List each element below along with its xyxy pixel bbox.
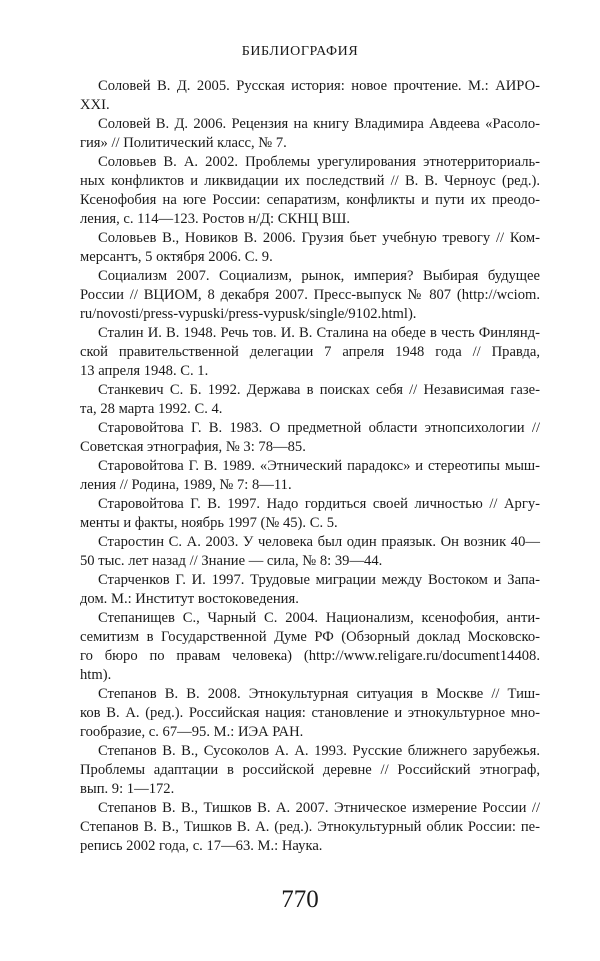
- entry-line: менты и факты, ноябрь 1997 (№ 45). С. 5.: [80, 515, 338, 531]
- entry-line: Сталин И. В. 1948. Речь тов. И. В. Сталина на обеде в честь Финлянд-: [98, 325, 540, 341]
- entry-line: го бюро по правам человека) (http://www.religare.ru/document14408.: [80, 648, 540, 664]
- entry-line: Ксенофобия на юге России: сепаратизм, конфликты и пути их преодо-: [80, 192, 540, 208]
- entry-line: Степанов В. В., Сусоколов А. А. 1993. Русские ближнего зарубежья.: [98, 743, 540, 759]
- bibliography-entry: [80, 495, 540, 533]
- entry-line: России // ВЦИОМ, 8 декабря 2007. Пресс-выпуск № 807 (http://wciom.: [80, 287, 540, 303]
- bibliography-entry: [80, 381, 540, 419]
- entry-line: ления // Родина, 1989, № 7: 8—11.: [80, 477, 292, 493]
- bibliography-entry: [80, 77, 540, 115]
- entry-line: 50 тыс. лет назад // Знание — сила, № 8: 39—44.: [80, 553, 383, 569]
- entry-line: ской правительственной делегации 7 апреля 1948 года // Правда,: [80, 344, 540, 360]
- entry-line: Степанищев С., Чарный С. 2004. Национализм, ксенофобия, анти-: [98, 610, 540, 626]
- entry-line: семитизм в Государственной Думе РФ (Обзорный доклад Московско-: [80, 629, 540, 645]
- page-number: 770: [281, 886, 319, 913]
- entry-line: Соловей В. Д. 2006. Рецензия на книгу Владимира Авдеева «Расоло-: [98, 116, 540, 132]
- entry-line: Соловьев В. А. 2002. Проблемы урегулирования этнотерриториаль-: [98, 154, 540, 170]
- entry-line: репись 2002 года, с. 17—63. М.: Наука.: [80, 838, 323, 854]
- bibliography-list: [80, 77, 540, 856]
- entry-line: Соловьев В., Новиков В. 2006. Грузия бьет учебную тревогу // Ком-: [98, 230, 540, 246]
- bibliography-entry: [80, 609, 540, 685]
- bibliography-entry: [80, 267, 540, 324]
- entry-line: Станкевич С. Б. 1992. Держава в поисках себя // Независимая газе-: [98, 382, 540, 398]
- entry-line: гообразие, с. 67—95. М.: ИЭА РАН.: [80, 724, 304, 740]
- running-head: БИБЛИОГРАФИЯ: [241, 44, 359, 59]
- bibliography-entry: [80, 229, 540, 267]
- entry-line: 13 апреля 1948. С. 1.: [80, 363, 209, 379]
- entry-line: Старовойтова Г. В. 1997. Надо гордиться своей личностью // Аргу-: [98, 496, 540, 512]
- entry-line: ru/novosti/press-vypuski/press-vypusk/single/9102.html).: [80, 306, 417, 322]
- entry-line: XXI.: [80, 97, 110, 113]
- entry-line: гия» // Политический класс, № 7.: [80, 135, 287, 151]
- entry-line: Старостин С. А. 2003. У человека был один праязык. Он возник 40—: [98, 534, 540, 550]
- bibliography-entry: [80, 571, 540, 609]
- entry-line: та, 28 марта 1992. С. 4.: [80, 401, 223, 417]
- entry-line: Советская этнография, № 3: 78—85.: [80, 439, 306, 455]
- entry-line: вып. 9: 1—172.: [80, 781, 175, 797]
- bibliography-entry: [80, 685, 540, 742]
- entry-line: мерсантъ, 5 октября 2006. С. 9.: [80, 249, 273, 265]
- entry-line: Старченков Г. И. 1997. Трудовые миграции между Востоком и Запа-: [98, 572, 540, 588]
- entry-line: Старовойтова Г. В. 1983. О предметной области этнопсихологии //: [98, 420, 540, 436]
- entry-line: ных конфликтов и ликвидации их последствий // В. В. Черноус (ред.).: [80, 173, 540, 189]
- entry-line: ков В. А. (ред.). Российская нация: становление и этнокультурное мно-: [80, 705, 540, 721]
- entry-line: Проблемы адаптации в российской деревне // Российский этнограф,: [80, 762, 540, 778]
- bibliography-entry: [80, 533, 540, 571]
- bibliography-entry: [80, 419, 540, 457]
- bibliography-entry: [80, 742, 540, 799]
- entry-line: ления, с. 114—123. Ростов н/Д: СКНЦ ВШ.: [80, 211, 351, 227]
- entry-line: Социализм 2007. Социализм, рынок, империя? Выбирая будущее: [98, 268, 540, 284]
- entry-line: htm).: [80, 667, 112, 683]
- entry-line: Степанов В. В., Тишков В. А. 2007. Этническое измерение России //: [98, 800, 540, 816]
- bibliography-entry: [80, 153, 540, 229]
- entry-line: Степанов В. В. 2008. Этнокультурная ситуация в Москве // Тиш-: [98, 686, 540, 702]
- entry-line: Соловей В. Д. 2005. Русская история: новое прочтение. М.: АИРО-: [98, 78, 540, 94]
- entry-line: Старовойтова Г. В. 1989. «Этнический парадокс» и стереотипы мыш-: [98, 458, 540, 474]
- bibliography-entry: [80, 115, 540, 153]
- bibliography-entry: [80, 457, 540, 495]
- entry-line: Степанов В. В., Тишков В. А. (ред.). Этнокультурный облик России: пе-: [80, 819, 540, 835]
- entry-line: дом. М.: Институт востоковедения.: [80, 591, 299, 607]
- bibliography-entry: [80, 799, 540, 856]
- bibliography-entry: [80, 324, 540, 381]
